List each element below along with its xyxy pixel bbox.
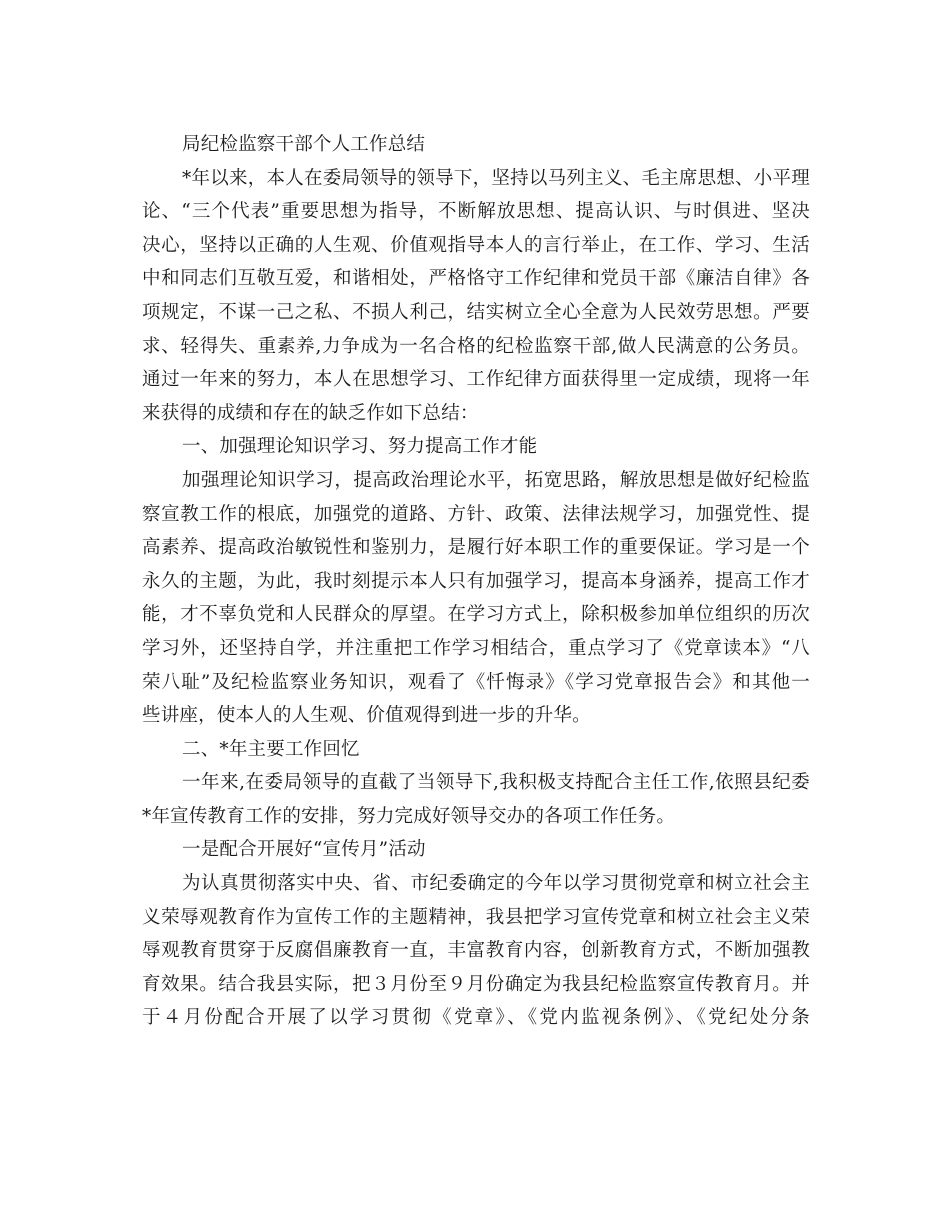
text-line: 能，才不辜负党和人民群众的厚望。在学习方式上，除积极参加单位组织的历次 bbox=[142, 604, 810, 626]
text-line: 义荣辱观教育作为宣传工作的主题精神，我县把学习宣传党章和树立社会主义荣 bbox=[142, 906, 810, 928]
text-line: 察宣教工作的根底，加强党的道路、方针、政策、法律法规学习，加强党性、提 bbox=[142, 503, 810, 525]
text-line: 一年来,在委局领导的直截了当领导下,我积极支持配合主任工作,依照县纪委 bbox=[182, 772, 810, 794]
text-line: 来获得的成绩和存在的缺乏作如下总结： bbox=[142, 402, 479, 424]
text-line: 些讲座，使本人的人生观、价值观得到进一步的升华。 bbox=[142, 705, 591, 727]
text-line: *年以来，本人在委局领导的领导下，坚持以马列主义、毛主席思想、小平理 bbox=[182, 167, 810, 189]
text-line: 中和同志们互敬互爱，和谐相处，严格恪守工作纪律和党员干部《廉洁自律》各 bbox=[142, 268, 810, 290]
text-line: *年宣传教育工作的安排，努力完成好领导交办的各项工作任务。 bbox=[142, 805, 676, 827]
document-body bbox=[142, 128, 810, 1035]
text-line: 于４月份配合开展了以学习贯彻《党章》、《党内监视条例》、《党纪处分条 bbox=[142, 1007, 810, 1029]
text-line: 一、加强理论知识学习、努力提高工作才能 bbox=[182, 436, 538, 458]
text-line: 辱观教育贯穿于反腐倡廉教育一直，丰富教育内容，创新教育方式，不断加强教 bbox=[142, 940, 810, 962]
text-line: 求、轻得失、重素养,力争成为一名合格的纪检监察干部,做人民满意的公务员。 bbox=[142, 335, 810, 357]
text-line: 二、*年主要工作回忆 bbox=[182, 738, 360, 760]
text-line: 学习外，还坚持自学，并注重把工作学习相结合，重点学习了《党章读本》“八 bbox=[142, 637, 810, 659]
text-line: 通过一年来的努力，本人在思想学习、工作纪律方面获得里一定成绩，现将一年 bbox=[142, 369, 810, 391]
text-line: 荣八耻”及纪检监察业务知识，观看了《忏悔录》《学习党章报告会》和其他一 bbox=[142, 671, 810, 693]
text-line: 永久的主题，为此，我时刻提示本人只有加强学习，提高本身涵养，提高工作才 bbox=[142, 570, 810, 592]
text-line: 项规定，不谋一己之私、不损人利己，结实树立全心全意为人民效劳思想。严要 bbox=[142, 301, 810, 323]
text-line: 育效果。结合我县实际，把３月份至９月份确定为我县纪检监察宣传教育月。并 bbox=[142, 973, 810, 995]
text-line: 论、“三个代表”重要思想为指导，不断解放思想、提高认识、与时俱进、坚决 bbox=[142, 201, 810, 223]
document-title: 局纪检监察干部个人工作总结 bbox=[182, 134, 426, 155]
text-line: 为认真贯彻落实中央、省、市纪委确定的今年以学习贯彻党章和树立社会主 bbox=[182, 873, 810, 895]
text-line: 加强理论知识学习，提高政治理论水平，拓宽思路，解放思想是做好纪检监 bbox=[182, 469, 810, 491]
text-line: 决心，坚持以正确的人生观、价值观指导本人的言行举止，在工作、学习、生活 bbox=[142, 234, 810, 256]
text-line: 一是配合开展好“宣传月”活动 bbox=[182, 839, 426, 861]
text-line: 高素养、提高政治敏锐性和鉴别力，是履行好本职工作的重要保证。学习是一个 bbox=[142, 537, 810, 559]
